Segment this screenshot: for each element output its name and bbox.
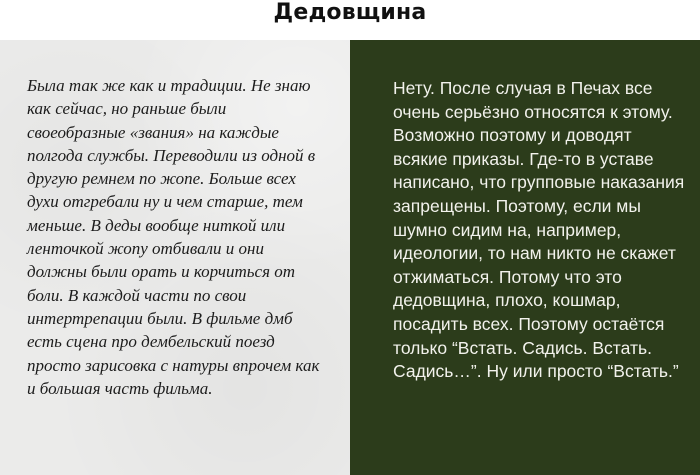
right-panel — [350, 40, 700, 475]
right-panel-text: Нету. После случая в Печах все очень серьёзно относятся к этому. Возможно поэтому и доводят всякие приказы. Где-то в уставе написано, что групповые наказания запрещены. Поэтому, если мы шумно сидим на, например, идеологии, то нам никто не скажет отжиматься. Потому что это дедовщина, плохо, кошмар, посадить всех. Поэтому остаётся только “Встать. Садись. Встать. Садись…”. Ну или просто “Встать.” — [393, 78, 685, 382]
page-title: Дедовщина — [273, 0, 427, 25]
left-panel — [0, 40, 350, 475]
left-panel-text: Была так же как и традиции. Не знаю как сейчас, но раньше были своеобразные «звания» на каждые полгода службы. Переводили из одной в другую ремнем по жопе. Больше всех духи отгребали ну и чем старше, тем меньше. В деды вообще ниткой или ленточкой жопу отбивали и они должны были орать и корчиться от боли. В каждой части по свои интертрепации были. В фильме дмб есть сцена про дембельский поезд просто зарисовка с натуры впрочем как и большая часть фильма. — [27, 76, 320, 398]
header — [0, 0, 700, 40]
